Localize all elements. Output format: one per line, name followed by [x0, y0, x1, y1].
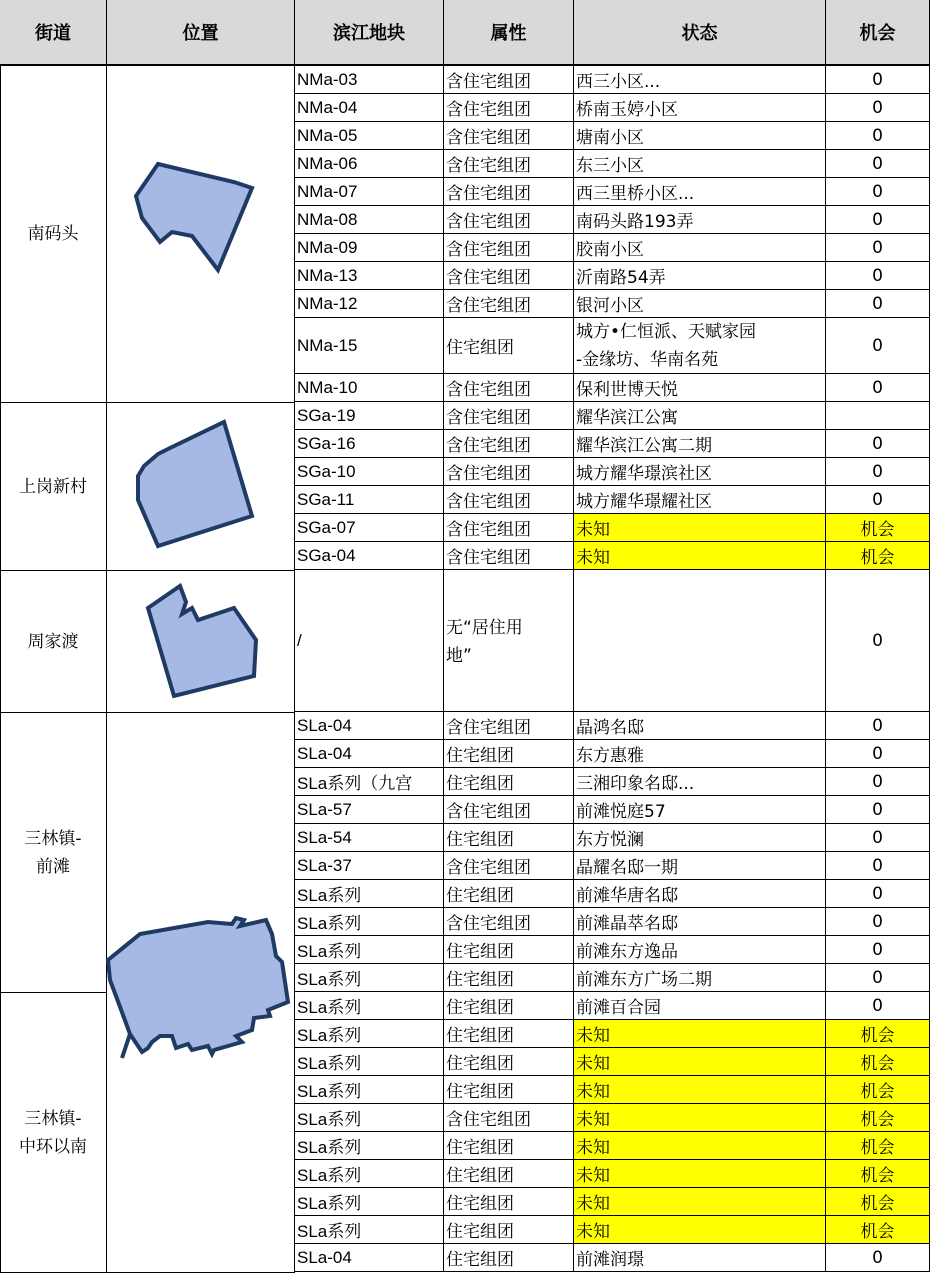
plot-cell[interactable]: NMa-09: [295, 234, 444, 262]
status-cell[interactable]: 东方惠雅: [574, 740, 826, 768]
opportunity-cell[interactable]: 机会: [826, 1048, 930, 1076]
opportunity-cell[interactable]: 0: [826, 712, 930, 740]
attribute-cell[interactable]: 住宅组团: [444, 964, 574, 992]
opportunity-cell[interactable]: 0: [826, 880, 930, 908]
status-cell[interactable]: 保利世博天悦: [574, 374, 826, 402]
opportunity-cell[interactable]: 0: [826, 1244, 930, 1272]
opportunity-cell[interactable]: 0: [826, 374, 930, 402]
attribute-cell[interactable]: 住宅组团: [444, 1244, 574, 1272]
area-map-shanggang-icon: [130, 418, 260, 554]
attribute-cell[interactable]: 含住宅组团: [444, 514, 574, 542]
header-opportunity[interactable]: 机会: [826, 0, 930, 66]
opportunity-cell[interactable]: 0: [826, 430, 930, 458]
opportunity-cell[interactable]: 0: [826, 122, 930, 150]
opportunity-cell[interactable]: 0: [826, 570, 930, 712]
opportunity-cell[interactable]: 0: [826, 964, 930, 992]
opportunity-cell[interactable]: 0: [826, 94, 930, 122]
status-cell[interactable]: 南码头路193弄: [574, 206, 826, 234]
attribute-cell[interactable]: 住宅组团: [444, 936, 574, 964]
status-cell[interactable]: 未知: [574, 1076, 826, 1104]
opportunity-cell[interactable]: 机会: [826, 1132, 930, 1160]
status-cell[interactable]: 晶鸿名邸: [574, 712, 826, 740]
plot-cell[interactable]: NMa-04: [295, 94, 444, 122]
status-cell[interactable]: 未知: [574, 1020, 826, 1048]
status-cell[interactable]: 前滩润璟: [574, 1244, 826, 1272]
opportunity-cell[interactable]: 0: [826, 66, 930, 94]
plot-cell[interactable]: SGa-19: [295, 402, 444, 430]
plot-cell[interactable]: SLa系列: [295, 964, 444, 992]
status-cell[interactable]: 未知: [574, 1048, 826, 1076]
plot-cell[interactable]: NMa-03: [295, 66, 444, 94]
status-cell[interactable]: 未知: [574, 1160, 826, 1188]
opportunity-cell[interactable]: 0: [826, 290, 930, 318]
status-cell[interactable]: 前滩百合园: [574, 992, 826, 1020]
plot-cell[interactable]: SGa-16: [295, 430, 444, 458]
opportunity-cell[interactable]: 机会: [826, 542, 930, 570]
attribute-cell[interactable]: 含住宅组团: [444, 542, 574, 570]
status-cell[interactable]: 未知: [574, 514, 826, 542]
header-plot[interactable]: 滨江地块: [295, 0, 444, 66]
opportunity-cell[interactable]: 0: [826, 992, 930, 1020]
attribute-cell[interactable]: 住宅组团: [444, 880, 574, 908]
plot-cell[interactable]: NMa-06: [295, 150, 444, 178]
attribute-cell[interactable]: 含住宅组团: [444, 430, 574, 458]
plot-cell[interactable]: NMa-13: [295, 262, 444, 290]
plot-cell[interactable]: SLa系列（九宫: [295, 768, 444, 796]
street-cell-sanlin-south[interactable]: 三林镇- 中环以南: [0, 993, 107, 1273]
attribute-cell[interactable]: 含住宅组团: [444, 290, 574, 318]
status-cell[interactable]: 西三里桥小区...: [574, 178, 826, 206]
plot-cell[interactable]: SLa-54: [295, 824, 444, 852]
plot-cell[interactable]: SLa-57: [295, 796, 444, 824]
attribute-cell[interactable]: 含住宅组团: [444, 150, 574, 178]
status-cell[interactable]: 前滩悦庭57: [574, 796, 826, 824]
status-cell[interactable]: 城方耀华璟滨社区: [574, 458, 826, 486]
plot-cell[interactable]: SLa系列: [295, 908, 444, 936]
attribute-cell[interactable]: 含住宅组团: [444, 796, 574, 824]
opportunity-cell[interactable]: 0: [826, 178, 930, 206]
plot-cell[interactable]: SLa系列: [295, 1076, 444, 1104]
plot-cell[interactable]: SLa系列: [295, 1132, 444, 1160]
opportunity-cell[interactable]: 0: [826, 150, 930, 178]
opportunity-cell[interactable]: 机会: [826, 1160, 930, 1188]
opportunity-cell[interactable]: 0: [826, 908, 930, 936]
opportunity-cell[interactable]: 0: [826, 318, 930, 374]
attribute-cell[interactable]: 住宅组团: [444, 1160, 574, 1188]
plot-cell[interactable]: SLa系列: [295, 992, 444, 1020]
area-map-zhoujiadu-icon: [140, 580, 262, 706]
status-cell[interactable]: 城方•仁恒派、天赋家园 -金缘坊、华南名苑: [574, 318, 826, 374]
opportunity-cell[interactable]: 0: [826, 796, 930, 824]
attribute-cell[interactable]: 含住宅组团: [444, 178, 574, 206]
status-cell[interactable]: 东三小区: [574, 150, 826, 178]
header-location[interactable]: 位置: [107, 0, 295, 66]
attribute-cell[interactable]: 含住宅组团: [444, 852, 574, 880]
attribute-cell[interactable]: 住宅组团: [444, 1132, 574, 1160]
attribute-cell[interactable]: 含住宅组团: [444, 402, 574, 430]
attribute-cell[interactable]: 住宅组团: [444, 992, 574, 1020]
plot-cell[interactable]: SGa-10: [295, 458, 444, 486]
street-cell-nanmatou[interactable]: 南码头: [0, 66, 107, 403]
opportunity-cell[interactable]: 机会: [826, 1216, 930, 1244]
opportunity-cell[interactable]: 0: [826, 936, 930, 964]
status-cell[interactable]: 三湘印象名邸...: [574, 768, 826, 796]
opportunity-cell[interactable]: 0: [826, 740, 930, 768]
attribute-cell[interactable]: 住宅组团: [444, 318, 574, 374]
plot-cell[interactable]: SLa系列: [295, 1020, 444, 1048]
plot-cell[interactable]: NMa-08: [295, 206, 444, 234]
status-cell[interactable]: 塘南小区: [574, 122, 826, 150]
status-cell[interactable]: 桥南玉婷小区: [574, 94, 826, 122]
status-cell[interactable]: 沂南路54弄: [574, 262, 826, 290]
plot-cell[interactable]: NMa-07: [295, 178, 444, 206]
opportunity-cell[interactable]: 0: [826, 824, 930, 852]
plot-cell[interactable]: NMa-12: [295, 290, 444, 318]
attribute-cell[interactable]: 含住宅组团: [444, 374, 574, 402]
status-cell[interactable]: 前滩华唐名邸: [574, 880, 826, 908]
status-cell[interactable]: 未知: [574, 1104, 826, 1132]
opportunity-cell[interactable]: 0: [826, 458, 930, 486]
opportunity-cell[interactable]: 0: [826, 486, 930, 514]
status-cell[interactable]: 城方耀华璟耀社区: [574, 486, 826, 514]
plot-cell[interactable]: SLa-04: [295, 1244, 444, 1272]
attribute-cell[interactable]: 含住宅组团: [444, 234, 574, 262]
status-cell[interactable]: 未知: [574, 1216, 826, 1244]
plot-cell[interactable]: SLa系列: [295, 936, 444, 964]
status-cell[interactable]: 耀华滨江公寓二期: [574, 430, 826, 458]
attribute-cell[interactable]: 含住宅组团: [444, 1104, 574, 1132]
plot-cell[interactable]: SLa-04: [295, 740, 444, 768]
plot-cell[interactable]: SLa系列: [295, 1104, 444, 1132]
attribute-cell[interactable]: 含住宅组团: [444, 712, 574, 740]
header-status[interactable]: 状态: [574, 0, 826, 66]
attribute-cell[interactable]: 含住宅组团: [444, 94, 574, 122]
opportunity-cell[interactable]: [826, 402, 930, 430]
attribute-cell[interactable]: 含住宅组团: [444, 486, 574, 514]
header-street[interactable]: 街道: [0, 0, 107, 66]
attribute-cell[interactable]: 住宅组团: [444, 1020, 574, 1048]
plot-cell[interactable]: NMa-15: [295, 318, 444, 374]
opportunity-cell[interactable]: 0: [826, 852, 930, 880]
attribute-cell[interactable]: 无“居住用 地”: [444, 570, 574, 712]
status-cell[interactable]: 未知: [574, 1132, 826, 1160]
status-cell[interactable]: 西三小区...: [574, 66, 826, 94]
plot-cell[interactable]: NMa-10: [295, 374, 444, 402]
status-cell[interactable]: 未知: [574, 1188, 826, 1216]
status-cell[interactable]: [574, 570, 826, 712]
status-cell[interactable]: 东方悦澜: [574, 824, 826, 852]
opportunity-cell[interactable]: 机会: [826, 1020, 930, 1048]
street-cell-sanlin-qiantan[interactable]: 三林镇- 前滩: [0, 713, 107, 993]
status-cell[interactable]: 前滩东方广场二期: [574, 964, 826, 992]
attribute-cell[interactable]: 住宅组团: [444, 1188, 574, 1216]
opportunity-cell[interactable]: 机会: [826, 1104, 930, 1132]
opportunity-cell[interactable]: 机会: [826, 1076, 930, 1104]
plot-cell[interactable]: SLa系列: [295, 880, 444, 908]
plot-cell[interactable]: SGa-11: [295, 486, 444, 514]
attribute-cell[interactable]: 含住宅组团: [444, 908, 574, 936]
plot-cell[interactable]: SLa系列: [295, 1048, 444, 1076]
attribute-cell[interactable]: 住宅组团: [444, 1216, 574, 1244]
status-cell[interactable]: 前滩晶萃名邸: [574, 908, 826, 936]
plot-cell[interactable]: /: [295, 570, 444, 712]
status-cell[interactable]: 银河小区: [574, 290, 826, 318]
attribute-cell[interactable]: 含住宅组团: [444, 262, 574, 290]
attribute-cell[interactable]: 含住宅组团: [444, 122, 574, 150]
status-cell[interactable]: 未知: [574, 542, 826, 570]
attribute-cell[interactable]: 住宅组团: [444, 824, 574, 852]
opportunity-cell[interactable]: 0: [826, 262, 930, 290]
attribute-cell[interactable]: 住宅组团: [444, 1076, 574, 1104]
plot-cell[interactable]: SLa系列: [295, 1160, 444, 1188]
attribute-cell[interactable]: 含住宅组团: [444, 206, 574, 234]
opportunity-cell[interactable]: 0: [826, 234, 930, 262]
attribute-cell[interactable]: 住宅组团: [444, 740, 574, 768]
plot-cell[interactable]: SGa-07: [295, 514, 444, 542]
plot-cell[interactable]: NMa-05: [295, 122, 444, 150]
attribute-cell[interactable]: 含住宅组团: [444, 66, 574, 94]
plot-cell[interactable]: SLa系列: [295, 1216, 444, 1244]
opportunity-cell[interactable]: 0: [826, 768, 930, 796]
plot-cell[interactable]: SLa系列: [295, 1188, 444, 1216]
status-cell[interactable]: 耀华滨江公寓: [574, 402, 826, 430]
opportunity-cell[interactable]: 机会: [826, 1188, 930, 1216]
area-map-sanlin-icon: [104, 912, 292, 1066]
attribute-cell[interactable]: 住宅组团: [444, 768, 574, 796]
status-cell[interactable]: 胶南小区: [574, 234, 826, 262]
opportunity-cell[interactable]: 机会: [826, 514, 930, 542]
opportunity-cell[interactable]: 0: [826, 206, 930, 234]
street-cell-zhoujiadu[interactable]: 周家渡: [0, 571, 107, 713]
area-map-nanmatou-icon: [130, 158, 262, 278]
attribute-cell[interactable]: 含住宅组团: [444, 458, 574, 486]
attribute-cell[interactable]: 住宅组团: [444, 1048, 574, 1076]
plot-cell[interactable]: SLa-37: [295, 852, 444, 880]
plot-cell[interactable]: SLa-04: [295, 712, 444, 740]
plot-cell[interactable]: SGa-04: [295, 542, 444, 570]
street-cell-shanggang[interactable]: 上岗新村: [0, 403, 107, 571]
status-cell[interactable]: 前滩东方逸品: [574, 936, 826, 964]
header-attribute[interactable]: 属性: [444, 0, 574, 66]
status-cell[interactable]: 晶耀名邸一期: [574, 852, 826, 880]
